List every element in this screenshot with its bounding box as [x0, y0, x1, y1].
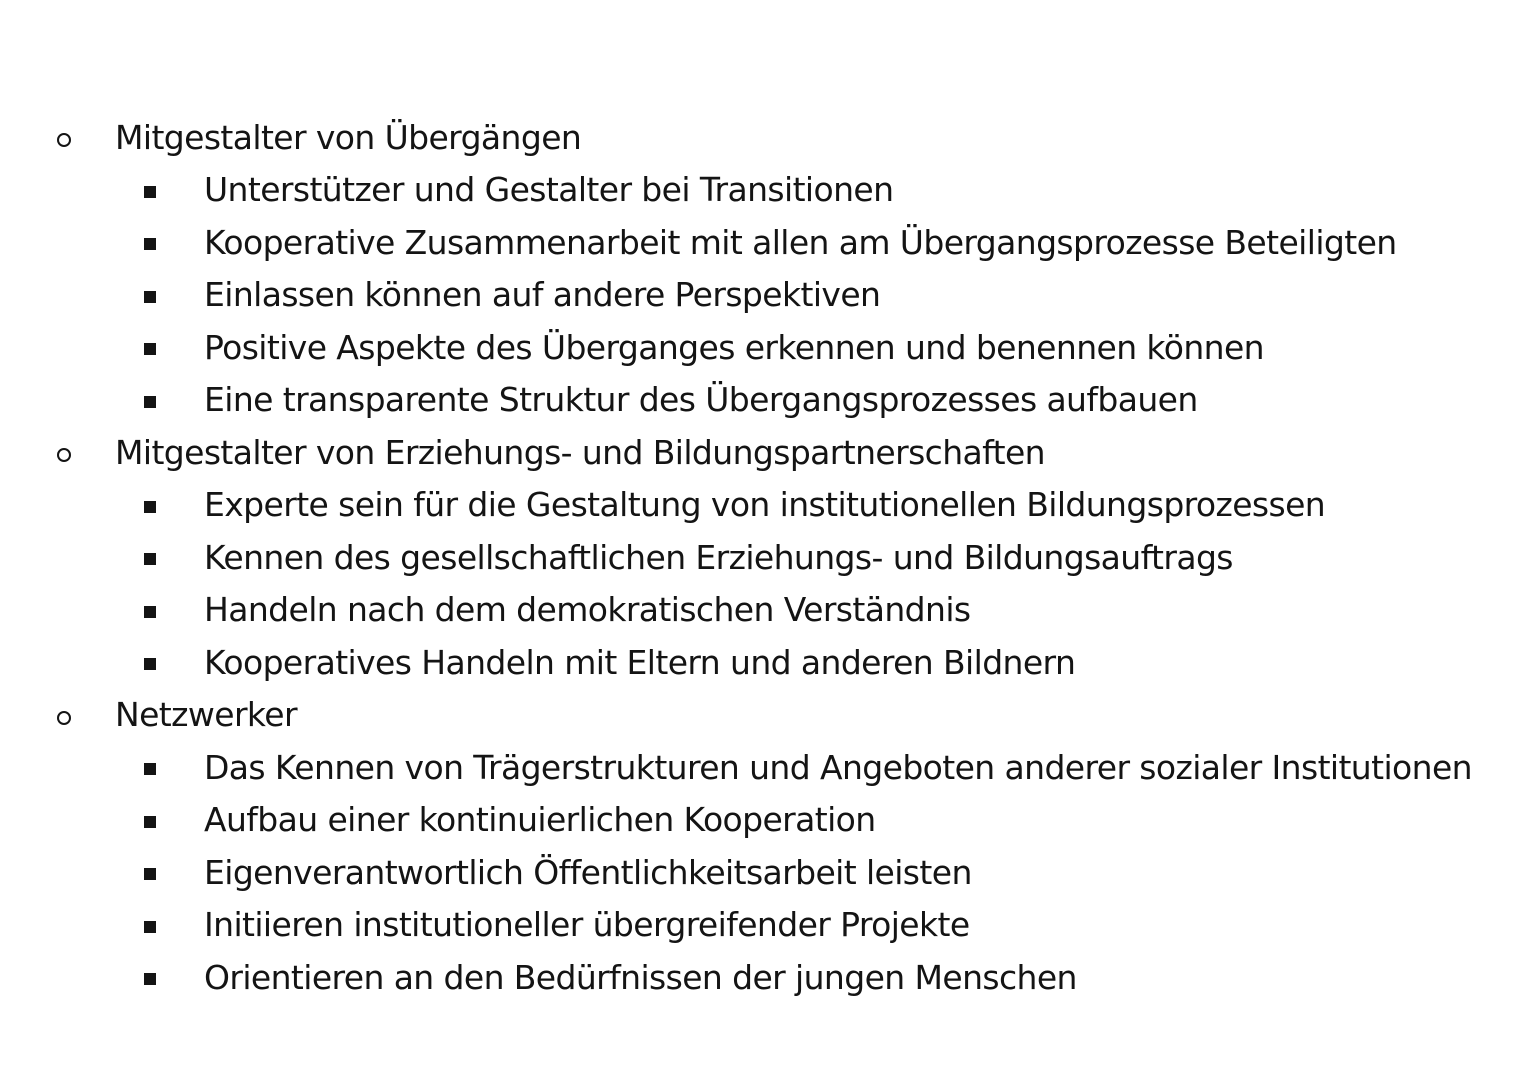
section-uebergaenge	[0, 111, 1522, 426]
list-item-text: Unterstützer und Gestalter bei Transitionen	[204, 170, 894, 210]
list-item-text: Aufbau einer kontinuierlichen Kooperation	[204, 800, 876, 840]
square-bullet-icon	[143, 969, 157, 985]
section-heading: Mitgestalter von Übergängen	[115, 117, 582, 157]
circle-bullet-icon	[53, 705, 75, 725]
list-item-text: Das Kennen von Trägerstrukturen und Angeboten anderer sozialer Institutionen	[204, 747, 1472, 787]
square-bullet-icon	[143, 182, 157, 198]
section-heading: Mitgestalter von Erziehungs- und Bildungspartnerschaften	[115, 432, 1045, 472]
list-item-text: Initiieren institutioneller übergreifender Projekte	[204, 905, 970, 945]
list-item	[0, 846, 1522, 899]
section-heading-row	[0, 689, 1522, 742]
square-bullet-icon	[143, 917, 157, 933]
list-item-text: Orientieren an den Bedürfnissen der jungen Menschen	[204, 957, 1077, 997]
list-item	[0, 321, 1522, 374]
square-bullet-icon	[143, 654, 157, 670]
section-heading: Netzwerker	[115, 695, 297, 735]
square-bullet-icon	[143, 759, 157, 775]
circle-bullet-icon	[53, 127, 75, 147]
square-bullet-icon	[143, 287, 157, 303]
square-bullet-icon	[143, 339, 157, 355]
list-item	[0, 951, 1522, 1004]
list-item	[0, 531, 1522, 584]
square-bullet-icon	[143, 392, 157, 408]
section-heading-row	[0, 426, 1522, 479]
list-item	[0, 374, 1522, 427]
section-netzwerker	[0, 689, 1522, 1004]
list-item	[0, 741, 1522, 794]
list-item	[0, 584, 1522, 637]
square-bullet-icon	[143, 864, 157, 880]
list-item-text: Kooperatives Handeln mit Eltern und anderen Bildnern	[204, 642, 1076, 682]
list-item	[0, 164, 1522, 217]
square-bullet-icon	[143, 549, 157, 565]
list-item-text: Experte sein für die Gestaltung von institutionellen Bildungsprozessen	[204, 485, 1326, 525]
list-item-text: Eine transparente Struktur des Übergangsprozesses aufbauen	[204, 380, 1198, 420]
section-heading-row	[0, 111, 1522, 164]
list-item-text: Einlassen können auf andere Perspektiven	[204, 275, 881, 315]
square-bullet-icon	[143, 497, 157, 513]
list-item	[0, 636, 1522, 689]
list-item-text: Handeln nach dem demokratischen Verständnis	[204, 590, 971, 630]
list-item	[0, 794, 1522, 847]
list-item	[0, 479, 1522, 532]
list-item-text: Eigenverantwortlich Öffentlichkeitsarbeit leisten	[204, 852, 972, 892]
list-item	[0, 269, 1522, 322]
document-page	[0, 111, 1522, 1004]
square-bullet-icon	[143, 812, 157, 828]
section-partnerschaften	[0, 426, 1522, 689]
square-bullet-icon	[143, 234, 157, 250]
list-item	[0, 216, 1522, 269]
list-item-text: Positive Aspekte des Überganges erkennen und benennen können	[204, 327, 1264, 367]
square-bullet-icon	[143, 602, 157, 618]
list-item	[0, 899, 1522, 952]
circle-bullet-icon	[53, 442, 75, 462]
list-item-text: Kooperative Zusammenarbeit mit allen am Übergangsprozesse Beteiligten	[204, 222, 1397, 262]
list-item-text: Kennen des gesellschaftlichen Erziehungs- und Bildungsauftrags	[204, 537, 1233, 577]
